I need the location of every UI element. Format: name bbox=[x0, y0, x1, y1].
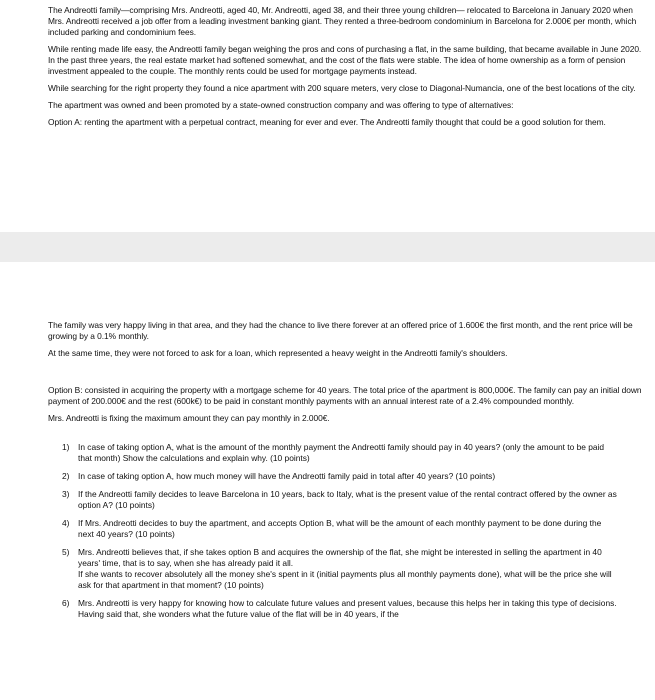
question-item bbox=[48, 442, 643, 464]
question-number: 4) bbox=[62, 518, 70, 528]
page-1 bbox=[0, 0, 655, 232]
question-item bbox=[48, 489, 643, 511]
question-list bbox=[48, 442, 643, 620]
paragraph-search: While searching for the right property they found a nice apartment with 200 square meters, very close to Diagonal-Numancia, one of the best locations of the city. bbox=[48, 83, 636, 93]
question-text: Mrs. Andreotti is very happy for knowing how to calculate future values and present values, because this helps her in taking this type of decisions. Having said that, she wonders what the future value of the flat will be in 40 years, if the bbox=[78, 598, 617, 619]
question-item bbox=[48, 518, 643, 540]
paragraph-max-payment: Mrs. Andreotti is fixing the maximum amount they can pay monthly in 2.000€. bbox=[48, 413, 330, 423]
question-number: 2) bbox=[62, 471, 70, 481]
paragraph-no-loan: At the same time, they were not forced to ask for a loan, which represented a heavy weight in the Andreotti family's shoulders. bbox=[48, 348, 508, 358]
question-item bbox=[48, 547, 643, 591]
question-item bbox=[48, 471, 643, 482]
paragraph-option-a-price: The family was very happy living in that area, and they had the chance to live there forever at an offered price of 1.600€ the first month, and the rent price will be growing by a 0.1% monthly. bbox=[48, 320, 633, 341]
paragraph-owner: The apartment was owned and been promoted by a state-owned construction company and was offering to type of alternatives: bbox=[48, 100, 514, 110]
question-text: Mrs. Andreotti believes that, if she takes option B and acquires the ownership of the flat, she might be interested in selling the apartment in 40 years' time, that is to say, when she has already paid it all. bbox=[78, 547, 602, 568]
question-number: 1) bbox=[62, 442, 70, 452]
question-number: 6) bbox=[62, 598, 70, 608]
question-text: If the Andreotti family decides to leave Barcelona in 10 years, back to Italy, what is the present value of the rental contract offered by the owner as option A? (10 points) bbox=[78, 489, 617, 510]
question-text: In case of taking option A, how much money will have the Andreotti family paid in total after 40 years? (10 points) bbox=[78, 471, 496, 481]
question-text: If Mrs. Andreotti decides to buy the apartment, and accepts Option B, what will be the amount of each monthly payment to be done during the next 40 years? (10 points) bbox=[78, 518, 602, 539]
paragraph-option-b: Option B: consisted in acquiring the property with a mortgage scheme for 40 years. The total price of the apartment is 800,000€. The family can pay an initial down payment of 200.000€ and the rest (600k€) to be paid in constant monthly payments with an annual interest rate of a 2.4% compounded monthly. bbox=[48, 385, 642, 406]
question-text-continued: If she wants to recover absolutely all the money she's spent in it (initial payments plus all monthly payments done), what will be the price she will ask for that apartment in that moment? (10 points) bbox=[78, 569, 612, 590]
question-number: 5) bbox=[62, 547, 70, 557]
question-text: In case of taking option A, what is the amount of the monthly payment the Andreotti family should pay in 40 years? (only the amount to be paid that month) Show the calculations and explain why. (10 points) bbox=[78, 442, 605, 463]
question-item bbox=[48, 598, 643, 620]
question-number: 3) bbox=[62, 489, 70, 499]
paragraph-intro: The Andreotti family—comprising Mrs. Andreotti, aged 40, Mr. Andreotti, aged 38, and their three young children— relocated to Barcelona in January 2020 when Mrs. Andreotti received a job offer from a leading investment banking giant. They rented a three-bedroom condominium in Barcelona for 2.000€ per month, which included parking and condominium fees. bbox=[48, 5, 637, 37]
paragraph-renting: While renting made life easy, the Andreotti family began weighing the pros and cons of purchasing a flat, in the same building, that became available in June 2020. In the past three years, the real estate market had softened somewhat, and the cost of the flats were stable. The idea of home ownership as a form of pension investment appealed to the couple. The monthly rents could be used for mortgage payments instead. bbox=[48, 44, 642, 76]
question-text-group bbox=[78, 547, 643, 591]
page-2 bbox=[0, 262, 655, 700]
paragraph-option-a: Option A: renting the apartment with a perpetual contract, meaning for ever and ever. The Andreotti family thought that could be a good solution for them. bbox=[48, 117, 606, 127]
